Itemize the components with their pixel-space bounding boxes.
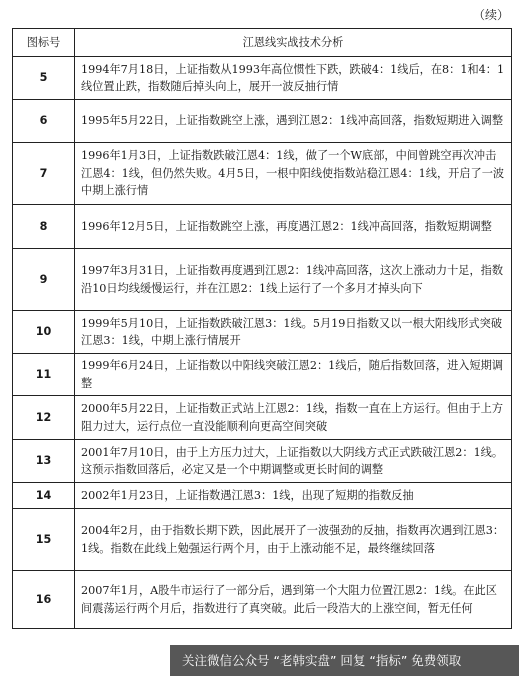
- table-row: [13, 440, 512, 483]
- table-row: [13, 571, 512, 629]
- table-row: [13, 509, 512, 571]
- header-analysis: 江恩线实战技术分析: [75, 29, 512, 57]
- figure-number: 15: [13, 509, 75, 571]
- figure-number: 10: [13, 311, 75, 354]
- analysis-text: 1995年5月22日，上证指数跳空上涨，遇到江恩2：1线冲高回落，指数短期进入调整: [75, 100, 512, 143]
- analysis-text: 1999年5月10日，上证指数跌破江恩3：1线。5月19日指数又以一根大阳线形式突破江恩3：1线，中期上涨行情展开: [75, 311, 512, 354]
- table-row: [13, 249, 512, 311]
- table-row: [13, 354, 512, 396]
- table-header-row: [13, 29, 512, 57]
- analysis-text: 1994年7月18日，上证指数从1993年高位惯性下跌，跌破4：1线后，在8：1和4：1线位置止跌，指数随后掉头向上，展开一波反抽行情: [75, 57, 512, 100]
- table-row: [13, 57, 512, 100]
- analysis-text: 2001年7月10日，由于上方压力过大，上证指数以大阴线方式正式跌破江恩2：1线。这预示指数回落后，必定又是一个中期调整或更长时间的调整: [75, 440, 512, 483]
- header-figure-number: 图标号: [13, 29, 75, 57]
- analysis-text: 1996年1月3日，上证指数跌破江恩4：1线，做了一个W底部，中间曾跳空再次冲击江恩4：1线，但仍然失败。4月5日，一根中阳线使指数站稳江恩4：1线，开启了一波中期上涨行情: [75, 143, 512, 205]
- table-row: [13, 100, 512, 143]
- figure-number: 7: [13, 143, 75, 205]
- figure-number: 11: [13, 354, 75, 396]
- analysis-text: 2002年1月23日，上证指数遇江恩3：1线，出现了短期的指数反抽: [75, 483, 512, 509]
- analysis-text: 2007年1月，A股牛市运行了一部分后，遇到第一个大阻力位置江恩2：1线。在此区间震荡运行两个月后，指数进行了真突破。此后一段浩大的上涨空间，暂无任何: [75, 571, 512, 629]
- table-row: [13, 396, 512, 440]
- figure-number: 16: [13, 571, 75, 629]
- table-row: [13, 311, 512, 354]
- figure-number: 14: [13, 483, 75, 509]
- figure-number: 8: [13, 205, 75, 249]
- watermark-banner: 关注微信公众号 “老韩实盘” 回复 “指标” 免费领取: [170, 645, 519, 676]
- analysis-text: 1999年6月24日，上证指数以中阳线突破江恩2：1线后，随后指数回落，进入短期调整: [75, 354, 512, 396]
- figure-number: 13: [13, 440, 75, 483]
- analysis-text: 1997年3月31日，上证指数再度遇到江恩2：1线冲高回落，这次上涨动力十足，指数沿10日均线缓慢运行，并在江恩2：1线上运行了一个多月才掉头向下: [75, 249, 512, 311]
- figure-number: 12: [13, 396, 75, 440]
- figure-number: 5: [13, 57, 75, 100]
- table-row: [13, 143, 512, 205]
- gann-line-table: [12, 28, 512, 629]
- analysis-text: 2004年2月，由于指数长期下跌，因此展开了一波强劲的反抽，指数再次遇到江恩3：1线。指数在此线上勉强运行两个月，由于上涨动能不足，最终继续回落: [75, 509, 512, 571]
- analysis-text: 1996年12月5日，上证指数跳空上涨，再度遇江恩2：1线冲高回落，指数短期调整: [75, 205, 512, 249]
- table-row: [13, 483, 512, 509]
- analysis-text: 2000年5月22日，上证指数正式站上江恩2：1线，指数一直在上方运行。但由于上方阻力过大，运行点位一直没能顺利向更高空间突破: [75, 396, 512, 440]
- figure-number: 9: [13, 249, 75, 311]
- table-row: [13, 205, 512, 249]
- figure-number: 6: [13, 100, 75, 143]
- continued-label: （续）: [472, 8, 509, 22]
